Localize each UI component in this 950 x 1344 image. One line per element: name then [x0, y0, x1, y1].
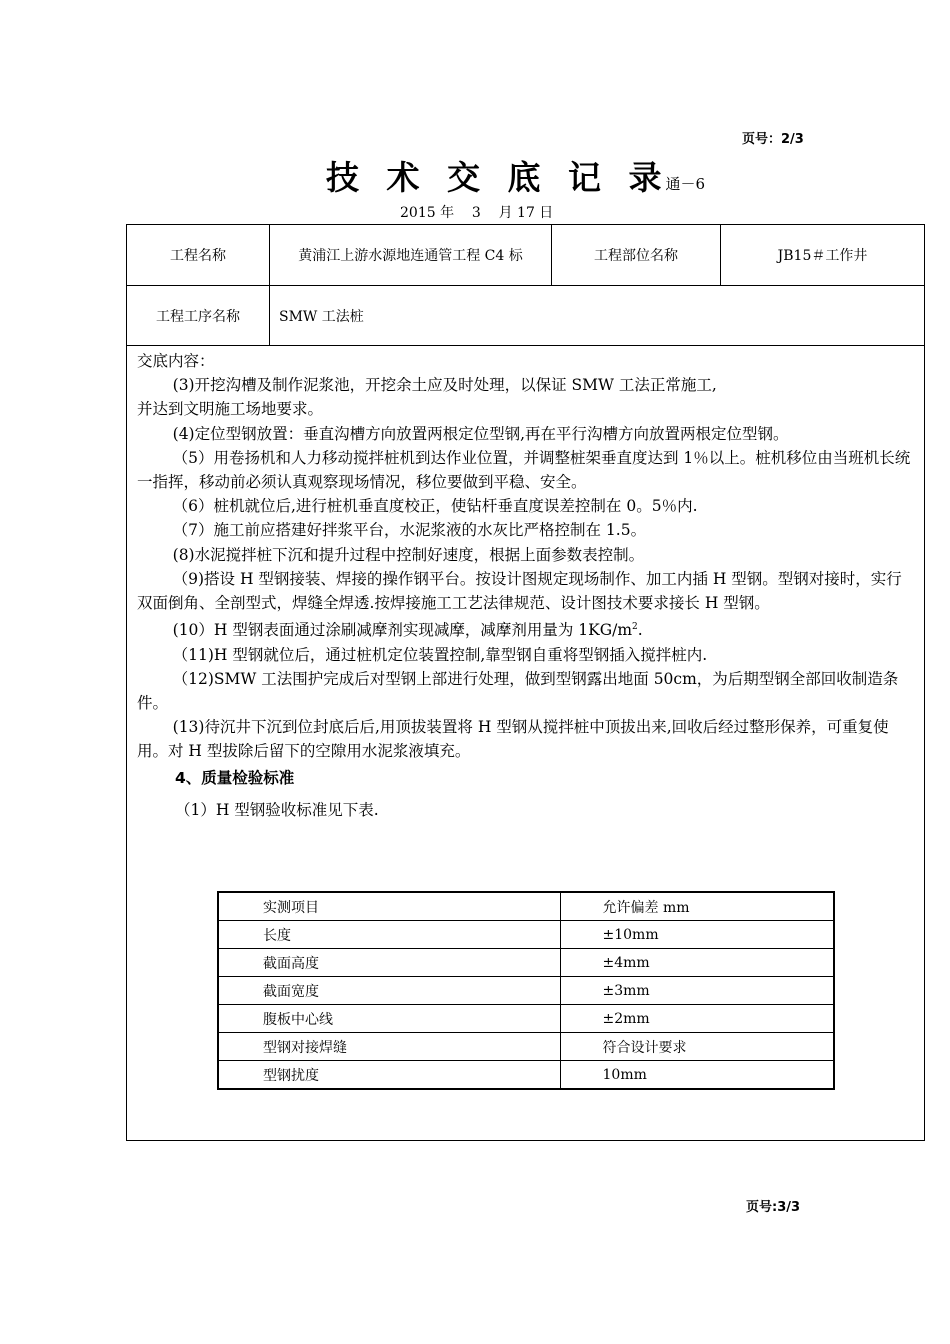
item-7: （7）施工前应搭建好拌浆平台，水泥浆液的水灰比严格控制在 1.5。: [172, 521, 647, 540]
table-cell-tolerance: ±4mm: [560, 949, 834, 977]
row-divider-2: [127, 345, 924, 346]
table-header-cell: 实测项目: [218, 892, 560, 921]
table-cell-item: 截面宽度: [218, 977, 560, 1005]
part-label: 工程部位名称: [594, 248, 678, 264]
table-cell-item: 截面高度: [218, 949, 560, 977]
process-label: 工程工序名称: [156, 308, 240, 325]
table-cell-tolerance: 符合设计要求: [560, 1033, 834, 1061]
content-label: 交底内容：: [137, 352, 215, 370]
table-row: [218, 921, 834, 949]
project-name-value: 黄浦江上游水源地连通管工程 C4 标: [298, 248, 523, 264]
item-11: （11)H 型钢就位后，通过桩机定位装置控制,靠型钢自重将型钢插入搅拌桩内.: [172, 645, 708, 664]
document-date: 2015 年 3 月 17 日: [400, 205, 554, 221]
subsection-1: （1）H 型钢验收标准见下表.: [175, 800, 379, 819]
table-cell-tolerance: 10mm: [560, 1061, 834, 1090]
table-row: [218, 1033, 834, 1061]
part-value: JB15＃工作井: [777, 248, 868, 264]
item-6: （6）桩机就位后,进行桩机垂直度校正，使钻杆垂直度误差控制在 0。5％内.: [172, 497, 698, 516]
item-3-line-2: 并达到文明施工场地要求。: [137, 400, 324, 419]
table-header-row: [218, 892, 834, 921]
page-number-top: 页号：2/3: [742, 132, 804, 147]
quality-standard-table: [217, 891, 835, 1090]
item-10-text: (10）H 型钢表面通过涂刷减摩剂实现减摩，减摩剂用量为 1KG/m: [172, 621, 633, 640]
item-10: [137, 615, 915, 642]
item-10-end: .: [637, 621, 643, 640]
table-cell-tolerance: ±10mm: [560, 921, 834, 949]
table-row: [218, 949, 834, 977]
item-3-line-1: (3)开挖沟槽及制作泥浆池，开挖余土应及时处理，以保证 SMW 工法正常施工,: [172, 376, 717, 395]
item-9: （9)搭设 H 型钢接装、焊接的操作钢平台。按设计图规定现场制作、加工内插 H 型钢。型钢对接时，实行双面倒角、全剖型式，焊缝全焊透.按焊接施工工艺法律规范、设计图技术要求接长 H 型钢。: [137, 569, 902, 613]
table-cell-item: 型钢对接焊缝: [218, 1033, 560, 1061]
project-name-label: 工程名称: [170, 248, 226, 264]
item-12: （12)SMW 工法围护完成后对型钢上部进行处理，做到型钢露出地面 50cm，为后期型钢全部回收制造条件。: [137, 669, 899, 712]
process-value: SMW 工法桩: [279, 308, 364, 325]
table-cell-item: 腹板中心线: [218, 1005, 560, 1033]
table-row: [218, 977, 834, 1005]
table-row: [218, 1005, 834, 1033]
table-row: [218, 1061, 834, 1090]
table-cell-item: 长度: [218, 921, 560, 949]
item-10-superscript: 2: [632, 622, 638, 633]
section-4-heading: 4、质量检验标准: [175, 768, 295, 787]
table-cell-item: 型钢扰度: [218, 1061, 560, 1090]
disclosure-content: [137, 349, 915, 822]
title-text: 技 术 交 底 记 录: [326, 158, 670, 197]
item-13: (13)待沉井下沉到位封底后后,用顶拔装置将 H 型钢从搅拌桩中顶拔出来,回收后经过整形保养，可重复使用。对 H 型拔除后留下的空隙用水泥浆液填充。: [137, 718, 889, 761]
item-4: (4)定位型钢放置：垂直沟槽方向放置两根定位型钢,再在平行沟槽方向放置两根定位型钢。: [172, 424, 789, 443]
table-header-cell: 允许偏差 mm: [560, 892, 834, 921]
item-5: （5）用卷扬机和人力移动搅拌桩机到达作业位置，并调整桩架垂直度达到 1％以上。桩机移位由当班机长统一指挥，移动前必须认真观察现场情况，移位要做到平稳、安全。: [137, 448, 911, 492]
page-number-bottom: 页号:3/3: [746, 1200, 801, 1215]
document-title: [326, 152, 705, 199]
table-cell-tolerance: ±3mm: [560, 977, 834, 1005]
record-form: [126, 224, 925, 1141]
title-form-number: 通－6: [665, 175, 705, 193]
item-8: (8)水泥搅拌桩下沉和提升过程中控制好速度，根据上面参数表控制。: [172, 545, 645, 564]
table-cell-tolerance: ±2mm: [560, 1005, 834, 1033]
